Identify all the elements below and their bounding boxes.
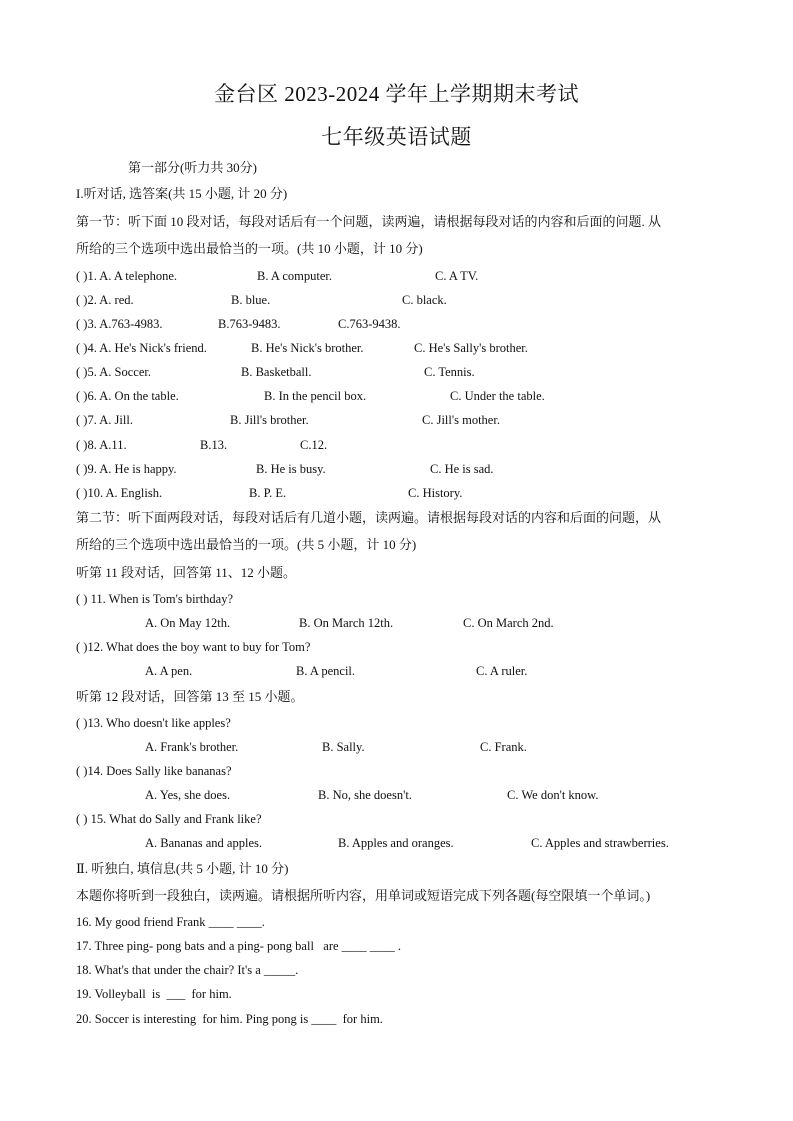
question-11-option-c: C. On March 2nd.	[463, 616, 554, 630]
question-10-option-a: ( )10. A. English.	[76, 486, 163, 500]
question-12-stem: ( )12. What does the boy want to buy for Tom?	[76, 640, 311, 654]
question-3-option-c: C.763-9438.	[338, 317, 401, 331]
exam-title: 金台区 2023-2024 学年上学期期末考试	[214, 82, 579, 106]
question-2-option-c: C. black.	[402, 293, 447, 307]
question-5-option-c: C. Tennis.	[424, 365, 475, 379]
question-5-option-b: B. Basketball.	[241, 365, 312, 379]
question-4-option-a: ( )4. A. He's Nick's friend.	[76, 341, 207, 355]
question-12-option-c: C. A ruler.	[476, 664, 528, 678]
question-11-option-a: A. On May 12th.	[145, 616, 231, 630]
question-12-option-b: B. A pencil.	[296, 664, 356, 678]
section2-heading: Ⅱ. 听独白, 填信息(共 5 小题, 计 10 分)	[76, 861, 289, 876]
question-14-option-b: B. No, she doesn't.	[318, 788, 412, 802]
question-6-option-c: C. Under the table.	[450, 389, 545, 403]
question-7-option-b: B. Jill's brother.	[230, 413, 309, 427]
question-12-option-a: A. A pen.	[145, 664, 193, 678]
question-7-option-c: C. Jill's mother.	[422, 413, 500, 427]
question-11-option-b: B. On March 12th.	[299, 616, 394, 630]
question-1-option-b: B. A computer.	[257, 269, 332, 283]
question-7-option-a: ( )7. A. Jill.	[76, 413, 133, 427]
question-14-option-c: C. We don't know.	[507, 788, 599, 802]
exam-subtitle: 七年级英语试题	[321, 125, 472, 149]
question-1-option-c: C. A TV.	[435, 269, 479, 283]
question-3-option-a: ( )3. A.763-4983.	[76, 317, 163, 331]
dialog-12-note: 听第 12 段对话，回答第 13 至 15 小题。	[76, 689, 304, 704]
question-4-option-c: C. He's Sally's brother.	[414, 341, 528, 355]
section1-instructions-line2: 所给的三个选项中选出最恰当的一项。(共 10 小题，计 10 分)	[76, 241, 423, 256]
question-15-stem: ( ) 15. What do Sally and Frank like?	[76, 812, 262, 826]
question-10-option-b: B. P. E.	[249, 486, 287, 500]
question-8-option-c: C.12.	[300, 438, 328, 452]
question-15-option-c: C. Apples and strawberries.	[531, 836, 669, 850]
section1-heading: I.听对话, 选答案(共 15 小题, 计 20 分)	[76, 186, 288, 201]
question-1-option-a: ( )1. A. A telephone.	[76, 269, 178, 283]
question-9-option-c: C. He is sad.	[430, 462, 494, 476]
question-4-option-b: B. He's Nick's brother.	[251, 341, 364, 355]
question-13-stem: ( )13. Who doesn't like apples?	[76, 716, 231, 730]
section1-part2-instructions-line2: 所给的三个选项中选出最恰当的一项。(共 5 小题，计 10 分)	[76, 537, 417, 552]
part-heading: 第一部分(听力共 30分)	[128, 160, 257, 175]
question-9-option-a: ( )9. A. He is happy.	[76, 462, 177, 476]
question-2-option-a: ( )2. A. red.	[76, 293, 134, 307]
fill-in-item-16: 16. My good friend Frank ____ ____.	[76, 915, 265, 929]
question-13-option-c: C. Frank.	[480, 740, 527, 754]
fill-in-item-18: 18. What's that under the chair? It's a _____.	[76, 963, 299, 977]
question-15-option-b: B. Apples and oranges.	[338, 836, 454, 850]
question-13-option-b: B. Sally.	[322, 740, 365, 754]
section1-instructions-line1: 第一节：听下面 10 段对话，每段对话后有一个问题，读两遍，请根据每段对话的内容和后面的问题. 从	[76, 214, 662, 229]
question-13-option-a: A. Frank's brother.	[145, 740, 239, 754]
fill-in-item-19: 19. Volleyball is ___ for him.	[76, 987, 232, 1001]
question-14-stem: ( )14. Does Sally like bananas?	[76, 764, 232, 778]
question-8-option-b: B.13.	[200, 438, 228, 452]
dialog-11-note: 听第 11 段对话，回答第 11、12 小题。	[76, 565, 297, 580]
question-15-option-a: A. Bananas and apples.	[145, 836, 262, 850]
fill-in-item-17: 17. Three ping- pong bats and a ping- pong ball are ____ ____ .	[76, 939, 402, 953]
question-2-option-b: B. blue.	[231, 293, 271, 307]
question-11-stem: ( ) 11. When is Tom's birthday?	[76, 592, 234, 606]
fill-in-item-20: 20. Soccer is interesting for him. Ping pong is ____ for him.	[76, 1012, 383, 1026]
question-6-option-b: B. In the pencil box.	[264, 389, 367, 403]
question-14-option-a: A. Yes, she does.	[145, 788, 231, 802]
question-10-option-c: C. History.	[408, 486, 463, 500]
question-8-option-a: ( )8. A.11.	[76, 438, 127, 452]
section2-instructions: 本题你将听到一段独白，读两遍。请根据所听内容，用单词或短语完成下列各题(每空限填一个单词。)	[76, 888, 651, 903]
question-3-option-b: B.763-9483.	[218, 317, 281, 331]
question-9-option-b: B. He is busy.	[256, 462, 326, 476]
question-6-option-a: ( )6. A. On the table.	[76, 389, 179, 403]
section1-part2-instructions-line1: 第二节：听下面两段对话，每段对话后有几道小题，读两遍。请根据每段对话的内容和后面的问题，从	[76, 510, 662, 525]
question-5-option-a: ( )5. A. Soccer.	[76, 365, 151, 379]
